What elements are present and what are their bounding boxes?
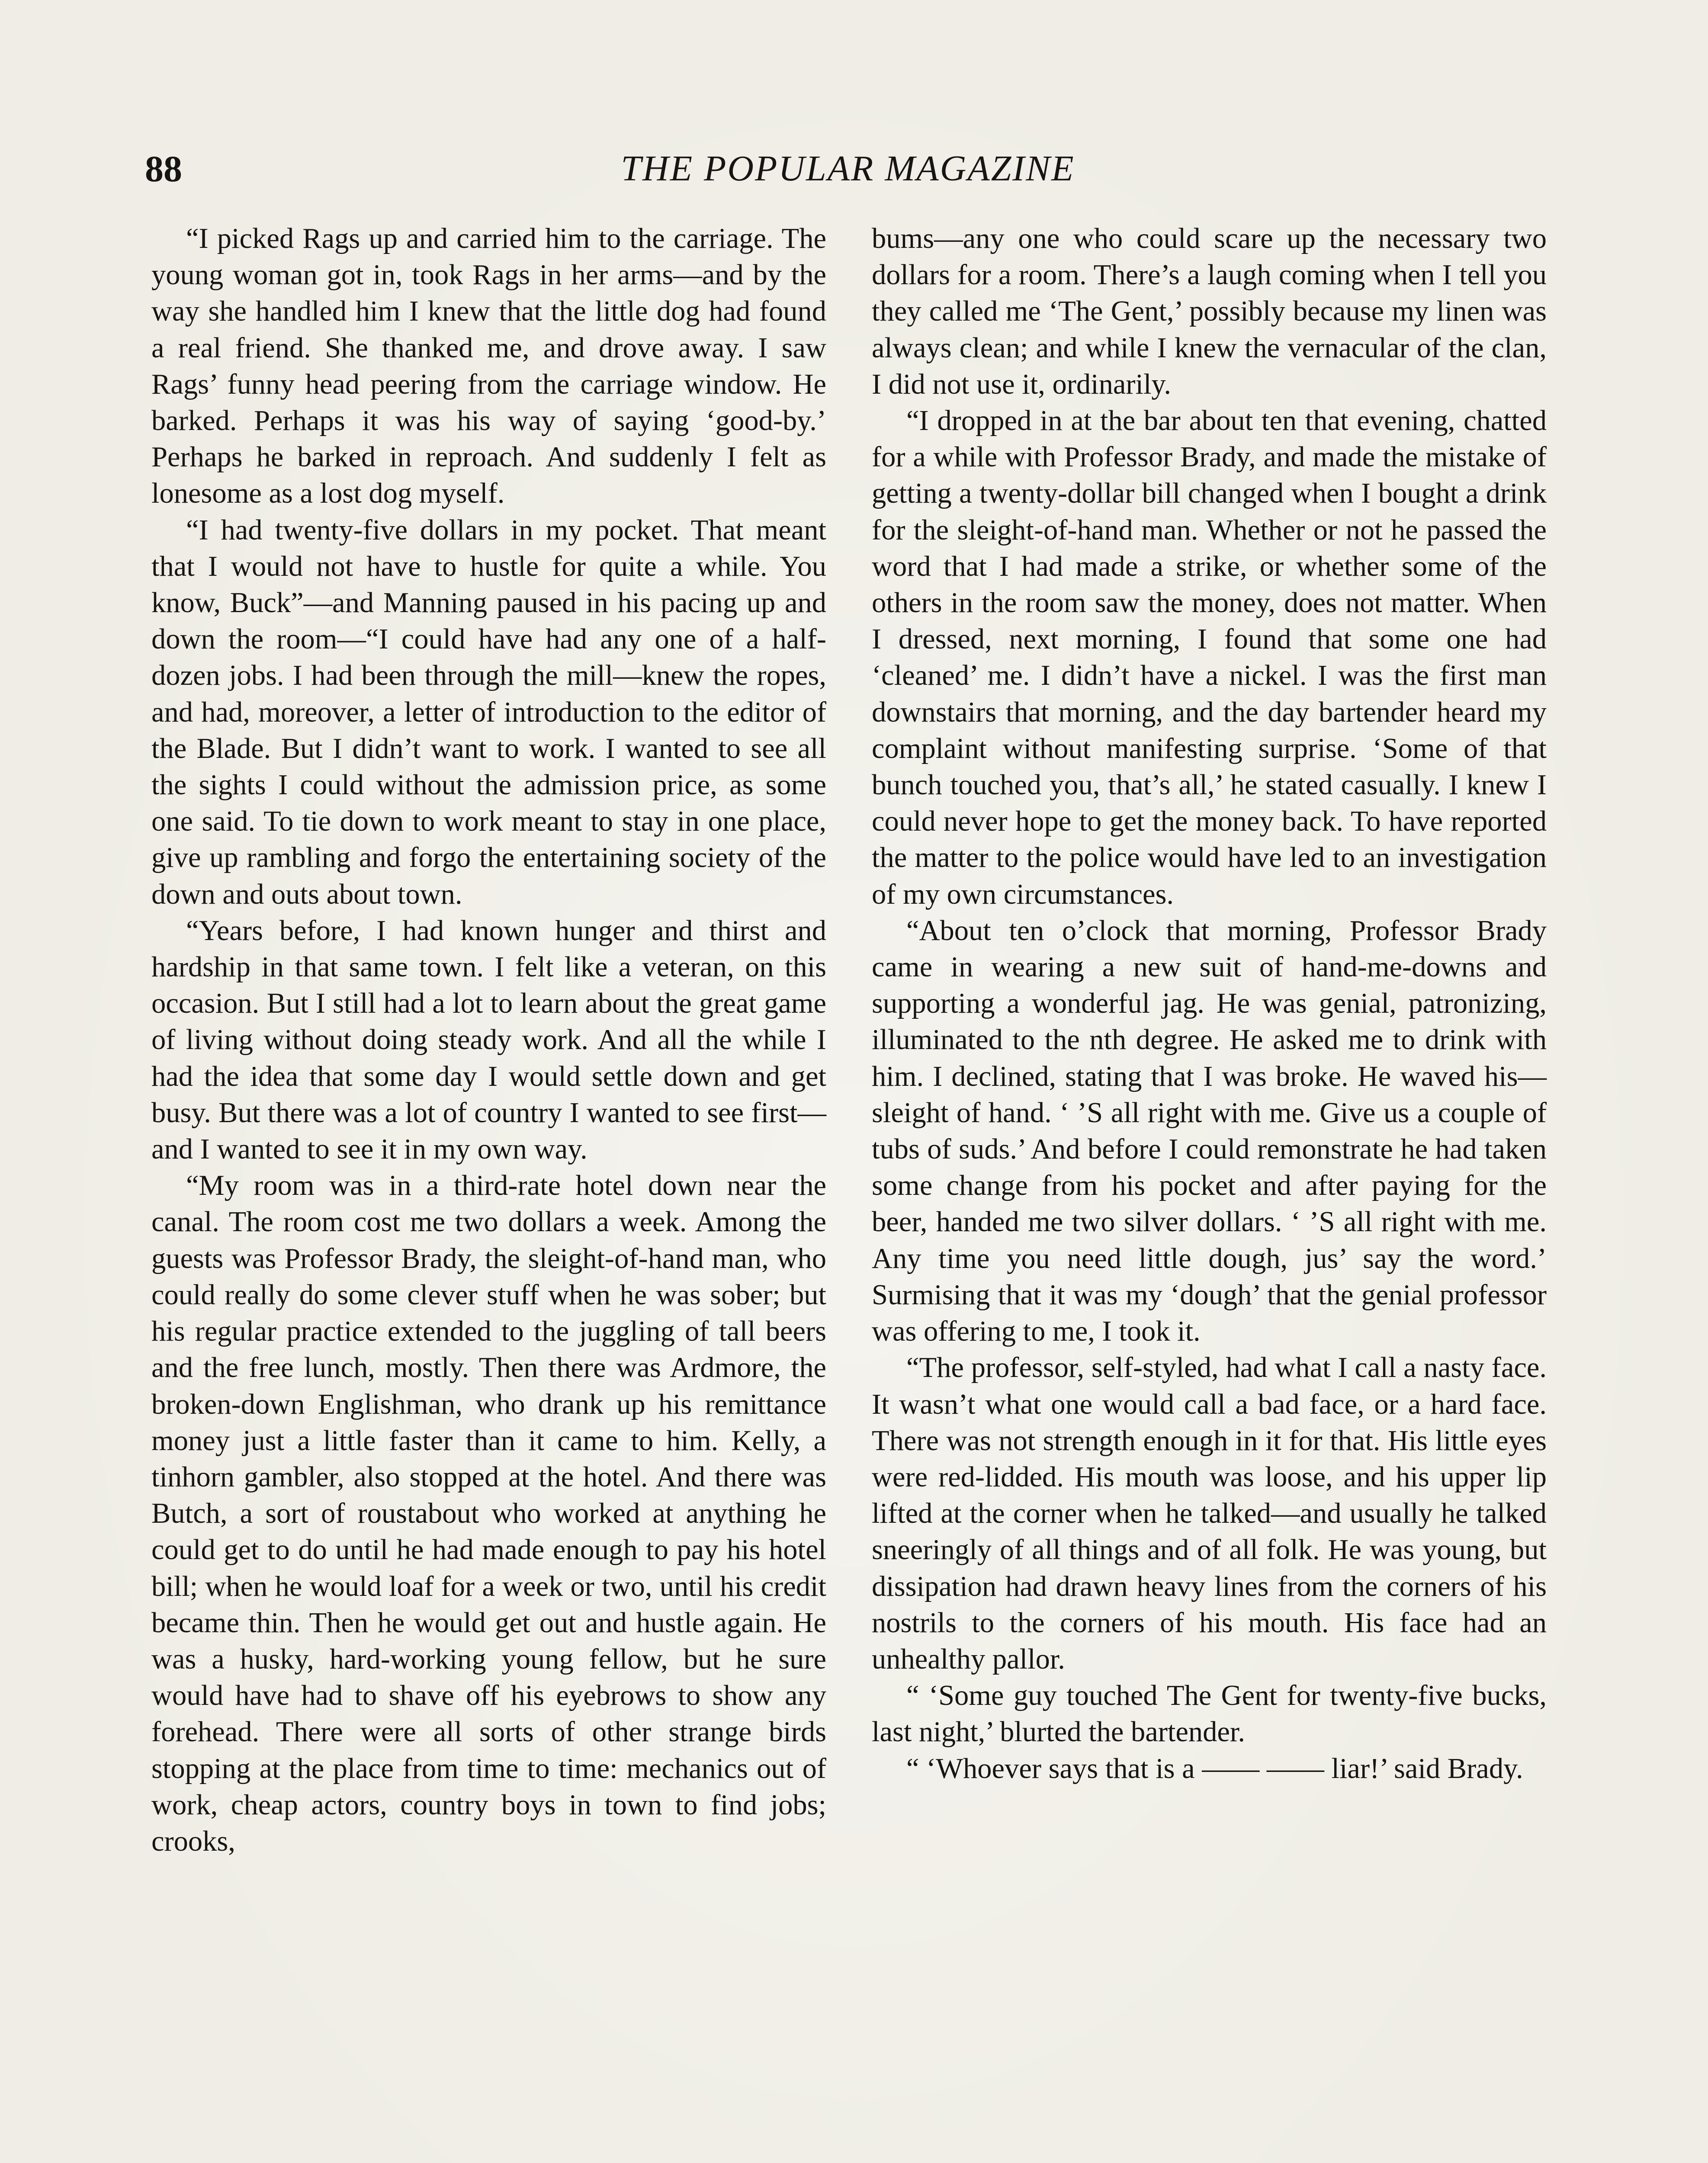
paragraph: “About ten o’clock that morning, Professor Brady came in wearing a new suit of hand-me-downs and supporting a wonderful jag. He was genial, patronizing, illuminated to the nth degree. He asked me to drink with him. I declined, stating that I was broke. He waved his—sleight of hand. ‘ ’S all right with me. Give us a couple of tubs of suds.’ And before I could remonstrate he had taken some change from his pocket and after paying for the beer, handed me two silver dollars. ‘ ’S all right with me. Any time you need little dough, jus’ say the word.’ Surmising that it was my ‘dough’ that the genial professor was offering to me, I took it. [872, 915, 1547, 1348]
paragraph: “ ‘Whoever says that is a —— —— liar!’ said Brady. [906, 1752, 1523, 1784]
paragraph: “I dropped in at the bar about ten that evening, chatted for a while with Professor Brady, and made the mistake of getting a twenty-dollar bill changed when I bought a drink for the sleight-of-hand man. Whether or not he passed the word that I had made a strike, or whether some of the others in the room saw the money, does not matter. When I dressed, next morning, I found that some one had ‘cleaned’ me. I didn’t have a nickel. I was the first man downstairs that morning, and the day bartender heard my complaint without manifesting surprise. ‘Some of that bunch touched you, that’s all,’ he stated casually. I knew I could never hope to get the money back. To have reported the matter to the police would have led to an investigation of my own circumstances. [872, 405, 1547, 910]
paragraph: “ ‘Some guy touched The Gent for twenty-five bucks, last night,’ blurted the bartender. [872, 1680, 1547, 1748]
left-column [151, 221, 826, 1860]
page-number: 88 [145, 148, 182, 189]
paragraph: bums—any one who could scare up the necessary two dollars for a room. There’s a laugh coming when I tell you they called me ‘The Gent,’ possibly because my linen was always clean; and while I knew the vernacular of the clan, I did not use it, ordinarily. [872, 223, 1547, 400]
paragraph: “I picked Rags up and carried him to the carriage. The young woman got in, took Rags in her arms—and by the way she handled him I knew that the little dog had found a real friend. She thanked me, and drove away. I saw Rags’ funny head peering from the carriage window. He barked. Perhaps it was his way of saying ‘good-by.’ Perhaps he barked in reproach. And suddenly I felt as lonesome as a lost dog myself. [151, 223, 826, 510]
paragraph: “The professor, self-styled, had what I call a nasty face. It wasn’t what one would call a bad face, or a hard face. There was not strength enough in it for that. His little eyes were red-lidded. His mouth was loose, and his upper lip lifted at the corner when he talked—and usually he talked sneeringly of all things and of all folk. He was young, but dissipation had drawn heavy lines from the corners of his nostrils to the corners of his mouth. His face had an unhealthy pallor. [872, 1352, 1547, 1675]
paragraph: “Years before, I had known hunger and thirst and hardship in that same town. I felt like a veteran, on this occasion. But I still had a lot to learn about the great game of living without doing steady work. And all the while I had the idea that some day I would settle down and get busy. But there was a lot of country I wanted to see first—and I wanted to see it in my own way. [151, 915, 826, 1165]
paragraph: “My room was in a third-rate hotel down near the canal. The room cost me two dollars a week. Among the guests was Professor Brady, the sleight-of-hand man, who could really do some clever stuff when he was sober; but his regular practice extended to the juggling of tall beers and the free lunch, mostly. Then there was Ardmore, the broken-down Englishman, who drank up his remittance money just a little faster than it came to him. Kelly, a tinhorn gambler, also stopped at the hotel. And there was Butch, a sort of roustabout who worked at anything he could get to do until he had made enough to pay his hotel bill; when he would loaf for a week or two, until his credit became thin. Then he would get out and hustle again. He was a husky, hard-working young fellow, but he sure would have had to shave off his eyebrows to show any forehead. There were all sorts of other strange birds stopping at the place from time to time: mechanics out of work, cheap actors, country boys in town to find jobs; crooks, [151, 1170, 826, 1857]
right-column [872, 221, 1547, 1787]
paragraph: “I had twenty-five dollars in my pocket. That meant that I would not have to hustle for quite a while. You know, Buck”—and Manning paused in his pacing up and down the room—“I could have had any one of a half-dozen jobs. I had been through the mill—knew the ropes, and had, moreover, a letter of introduction to the editor of the Blade. But I didn’t want to work. I wanted to see all the sights I could without the admission price, as some one said. To tie down to work meant to stay in one place, give up rambling and forgo the entertaining society of the down and outs about town. [151, 514, 826, 910]
page-header [145, 145, 1551, 193]
running-title: THE POPULAR MAGAZINE [621, 148, 1075, 189]
